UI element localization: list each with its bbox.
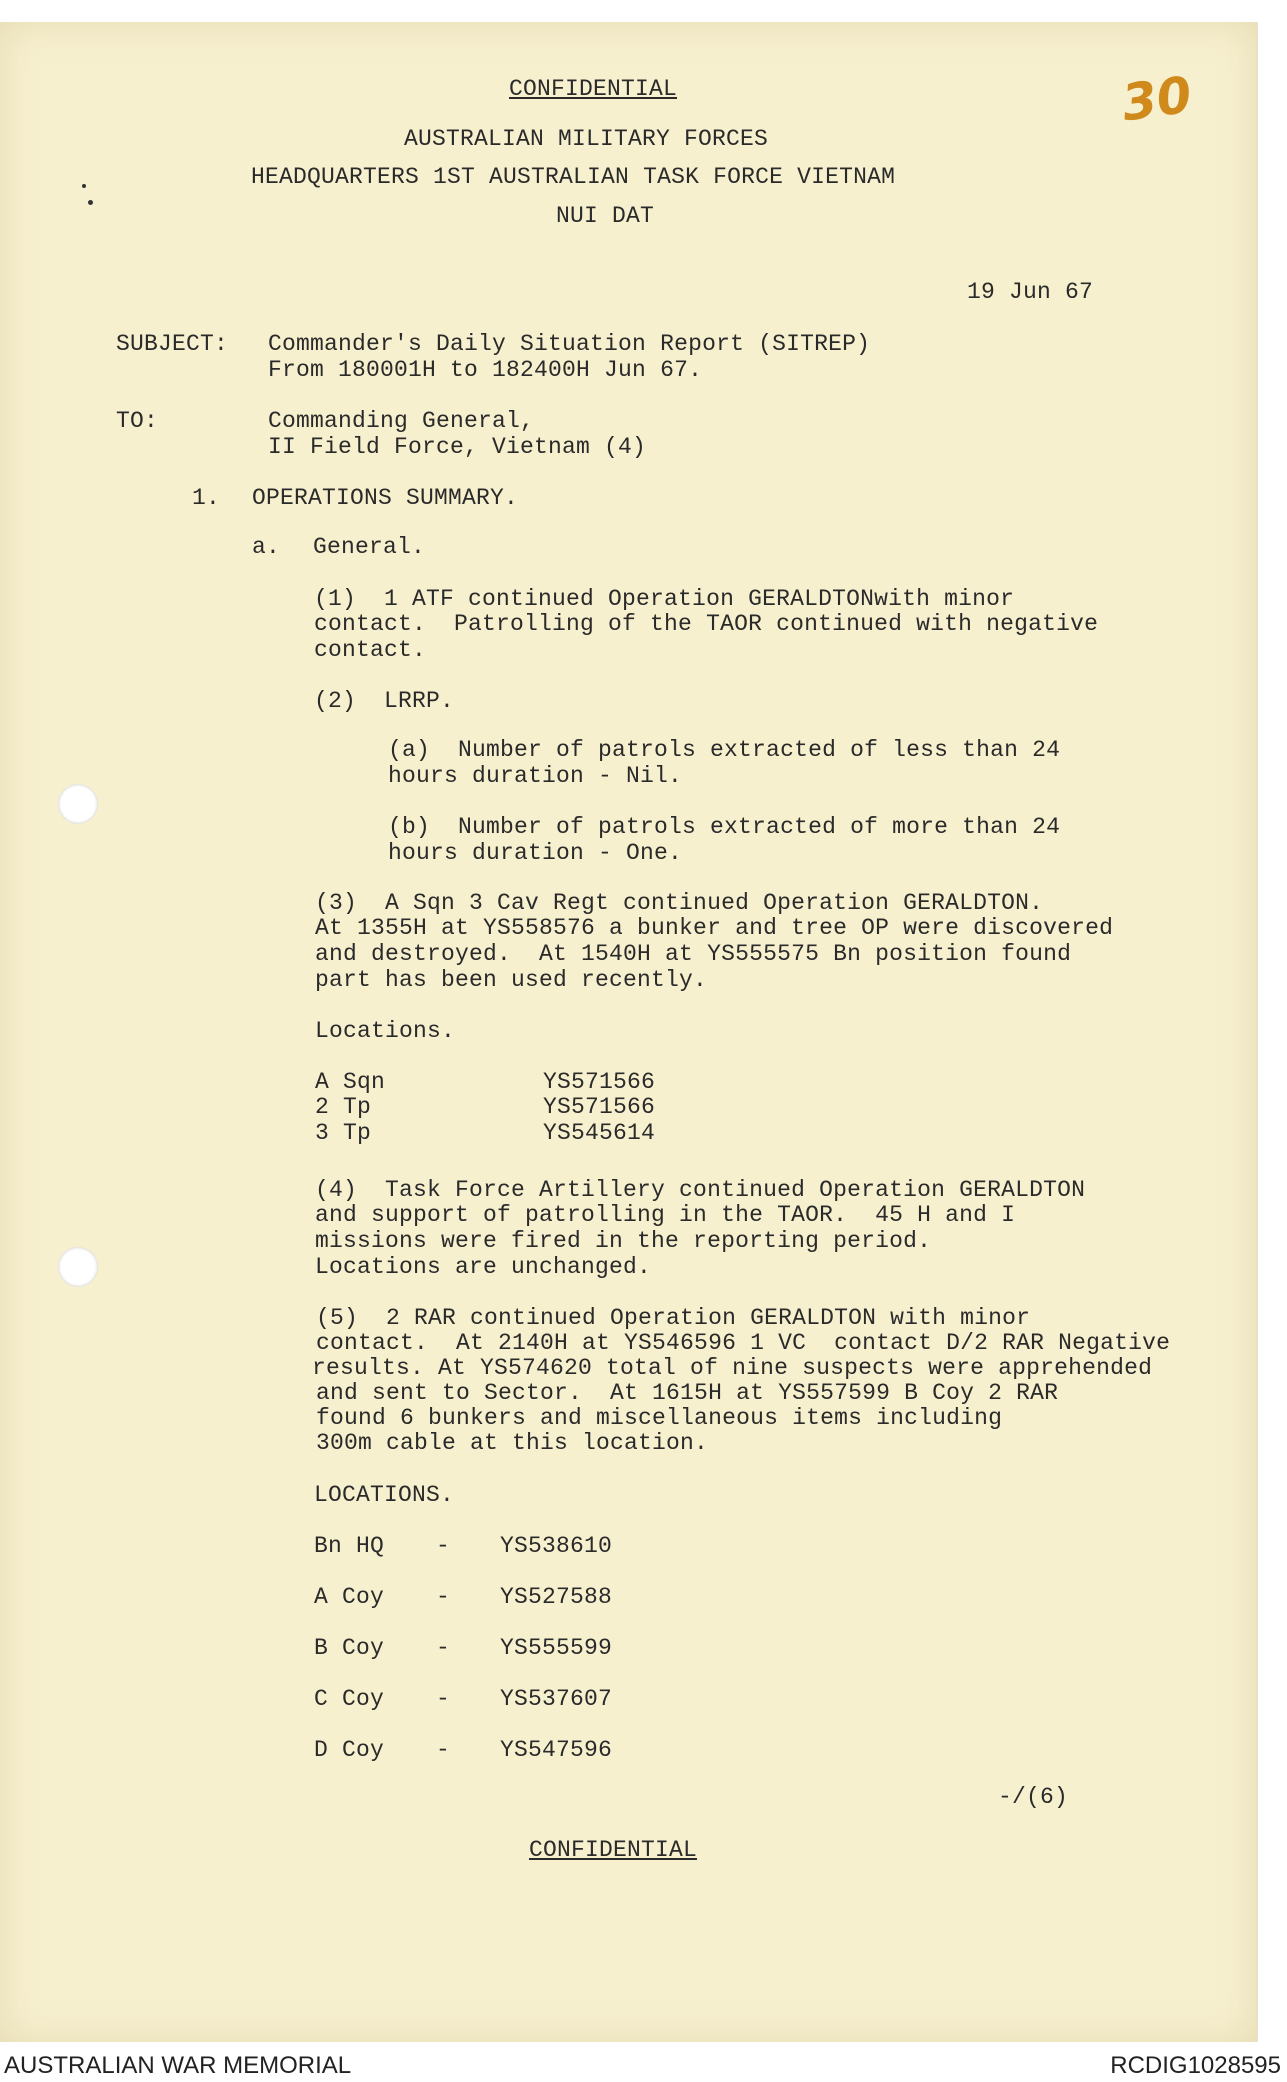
folio-number: 30 (1118, 65, 1196, 133)
sub-a-letter: a. (252, 534, 281, 560)
document-date: 19 Jun 67 (967, 279, 1094, 305)
para-5-line-2: contact. At 2140H at YS546596 1 VC contact D/2 RAR Negative (316, 1330, 1171, 1356)
loc-unit: C Coy (314, 1686, 385, 1712)
loc-grid: YS527588 (500, 1584, 613, 1610)
para-4-line-2: and support of patrolling in the TAOR. 45 H and I (315, 1202, 1016, 1228)
ink-speck (88, 200, 93, 205)
para-5-locations-title: LOCATIONS. (314, 1482, 455, 1508)
para-4-line-4: Locations are unchanged. (315, 1254, 652, 1280)
footer-source: AUSTRALIAN WAR MEMORIAL (4, 2052, 352, 2079)
to-line-2: II Field Force, Vietnam (4) (268, 434, 647, 460)
document-page (0, 22, 1256, 2042)
loc-grid: YS545614 (543, 1120, 656, 1146)
loc-unit: D Coy (314, 1737, 385, 1763)
para-1-line-3: contact. (314, 637, 427, 663)
para-4-line-3: missions were fired in the reporting period. (315, 1228, 932, 1254)
para-3-line-1: (3) A Sqn 3 Cav Regt continued Operation GERALDTON. (315, 890, 1044, 916)
para-5-line-6: 300m cable at this location. (316, 1430, 709, 1456)
para-2b-line-1: (b) Number of patrols extracted of more than 24 (388, 814, 1061, 840)
loc-dash: - (436, 1737, 451, 1763)
loc-dash: - (436, 1584, 451, 1610)
ink-speck (82, 184, 86, 188)
loc-grid: YS538610 (500, 1533, 613, 1559)
punch-hole-bottom (58, 1247, 98, 1287)
para-5-line-4: and sent to Sector. At 1615H at YS557599 B Coy 2 RAR (316, 1380, 1059, 1406)
page-edge (1256, 22, 1258, 2042)
loc-grid: YS571566 (543, 1094, 656, 1120)
loc-grid: YS547596 (500, 1737, 613, 1763)
org-line-3: NUI DAT (556, 203, 655, 229)
subject-line-2: From 180001H to 182400H Jun 67. (268, 357, 703, 383)
para-2a-line-1: (a) Number of patrols extracted of less than 24 (388, 737, 1061, 763)
para-5-line-5: found 6 bunkers and miscellaneous items including (316, 1405, 1003, 1431)
para-3-locations-title: Locations. (315, 1018, 456, 1044)
loc-grid: YS571566 (543, 1069, 656, 1095)
loc-unit: B Coy (314, 1635, 385, 1661)
loc-unit: 2 Tp (315, 1094, 372, 1120)
org-line-2: HEADQUARTERS 1ST AUSTRALIAN TASK FORCE VIETNAM (251, 164, 896, 190)
classification-bottom: CONFIDENTIAL (529, 1837, 698, 1863)
classification-top: CONFIDENTIAL (509, 76, 678, 102)
para-3-line-4: part has been used recently. (315, 967, 708, 993)
section-number: 1. (192, 485, 221, 511)
section-title: OPERATIONS SUMMARY. (252, 485, 519, 511)
para-2-title: (2) LRRP. (314, 688, 455, 714)
loc-dash: - (436, 1635, 451, 1661)
para-1-line-1: (1) 1 ATF continued Operation GERALDTONwith minor (314, 586, 1015, 612)
to-line-1: Commanding General, (268, 408, 535, 434)
loc-grid: YS555599 (500, 1635, 613, 1661)
org-line-1: AUSTRALIAN MILITARY FORCES (404, 126, 769, 152)
para-2b-line-2: hours duration - One. (388, 840, 683, 866)
para-5-line-1: (5) 2 RAR continued Operation GERALDTON with minor (316, 1305, 1031, 1331)
para-4-line-1: (4) Task Force Artillery continued Operation GERALDTON (315, 1177, 1086, 1203)
para-3-line-3: and destroyed. At 1540H at YS555575 Bn position found (315, 941, 1072, 967)
sub-a-title: General. (313, 534, 426, 560)
subject-label: SUBJECT: (116, 331, 229, 357)
subject-line-1: Commander's Daily Situation Report (SITREP) (268, 331, 871, 357)
continuation-marker: -/(6) (998, 1784, 1069, 1810)
loc-dash: - (436, 1533, 451, 1559)
punch-hole-top (58, 784, 98, 824)
loc-unit: A Coy (314, 1584, 385, 1610)
to-label: TO: (116, 408, 159, 434)
para-2a-line-2: hours duration - Nil. (388, 763, 683, 789)
para-5-line-3: results. At YS574620 total of nine suspects were apprehended (312, 1355, 1153, 1381)
loc-dash: - (436, 1686, 451, 1712)
loc-unit: A Sqn (315, 1069, 386, 1095)
para-3-line-2: At 1355H at YS558576 a bunker and tree OP were discovered (315, 915, 1114, 941)
footer-record-id: RCDIG1028595 (1110, 2052, 1281, 2079)
loc-unit: Bn HQ (314, 1533, 385, 1559)
loc-grid: YS537607 (500, 1686, 613, 1712)
loc-unit: 3 Tp (315, 1120, 372, 1146)
para-1-line-2: contact. Patrolling of the TAOR continued with negative (314, 611, 1099, 637)
